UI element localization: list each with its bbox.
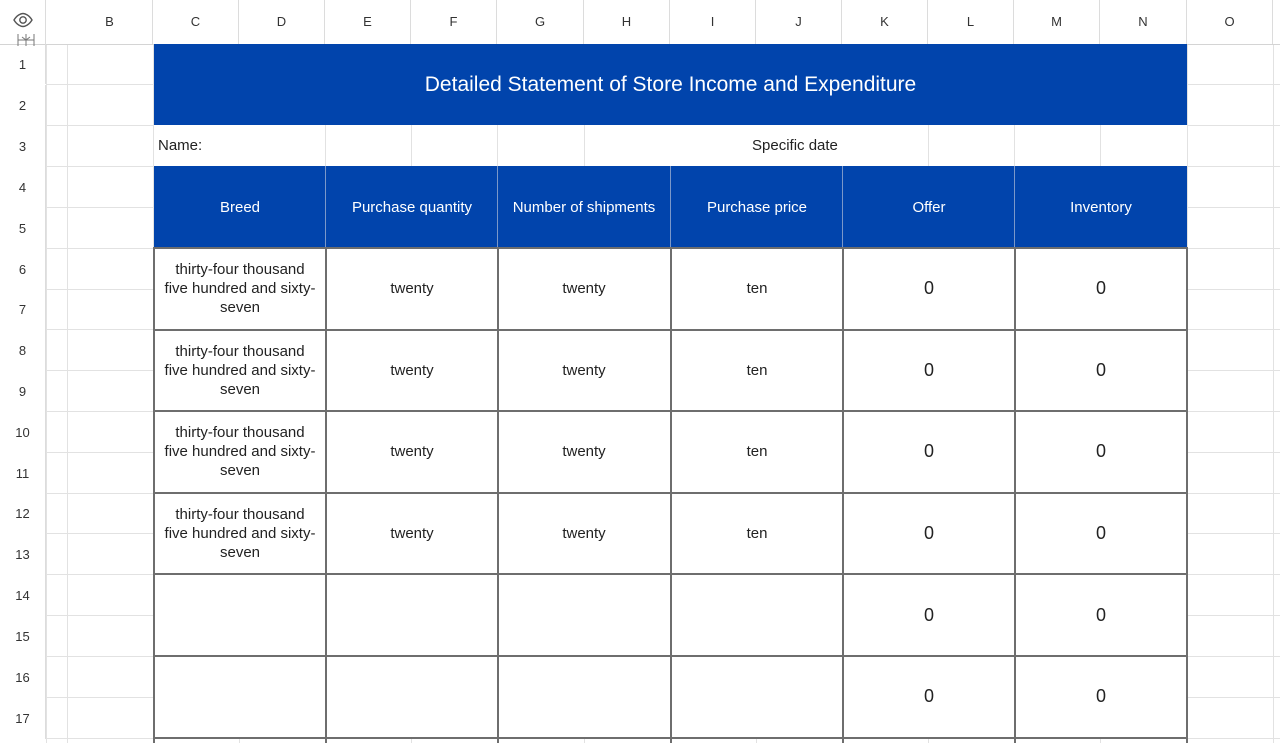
date-label: Specific date [752,137,838,154]
cell-purchase-price[interactable] [671,574,843,656]
cell-breed[interactable]: thirty-four thousand five hundred and sixty-seven [164,424,316,480]
cell-purchase-quantity[interactable] [326,574,498,656]
grid-line [1273,44,1274,743]
cell-purchase-quantity[interactable]: twenty [390,361,434,379]
table-border [153,737,1188,739]
cell-number-of-shipments[interactable]: twenty [562,361,606,379]
row-header-13[interactable]: 13 [0,534,46,575]
cell-offer[interactable]: 0 [923,441,934,462]
row-header-1[interactable]: 1 [0,44,46,84]
row-header-16[interactable]: 16 [0,657,46,698]
row-header-3[interactable]: 3 [0,126,46,167]
table-border [497,248,499,743]
row-header-11[interactable]: 11 [0,453,46,494]
row-header-5[interactable]: 5 [0,208,46,249]
grid-line [928,125,929,166]
table-border [153,247,1188,249]
meta-row[interactable] [154,125,1187,166]
column-header-o[interactable]: O [1187,0,1273,44]
cell-offer[interactable]: 0 [923,604,934,625]
column-header-l[interactable]: L [928,0,1014,44]
row-header-6[interactable]: 6 [0,249,46,290]
table-border [153,410,1188,412]
grid-line [1100,125,1101,166]
row-header-7[interactable]: 7 [0,289,46,330]
row-header-15[interactable]: 15 [0,616,46,657]
cell-breed[interactable] [154,656,326,738]
row-header-12[interactable]: 12 [0,493,46,534]
cell-offer[interactable]: 0 [923,359,934,380]
row-header-2[interactable]: 2 [0,85,46,126]
cell-purchase-quantity[interactable]: twenty [390,443,434,461]
column-header-g[interactable]: G [497,0,584,44]
grid-line [497,125,498,166]
grid-line [325,125,326,166]
cell-purchase-quantity[interactable]: twenty [390,280,434,298]
table-border [325,248,327,743]
header-number-of-shipments[interactable]: Number of shipments [512,198,656,216]
cell-breed[interactable]: thirty-four thousand five hundred and sixty-seven [164,342,316,398]
cell-purchase-price[interactable] [671,656,843,738]
cell-number-of-shipments[interactable]: twenty [562,525,606,543]
row-header-9[interactable]: 9 [0,371,46,412]
cell-inventory[interactable]: 0 [1095,604,1106,625]
header-purchase-quantity[interactable]: Purchase quantity [351,198,473,216]
cell-number-of-shipments[interactable] [498,574,670,656]
row-header-14[interactable]: 14 [0,575,46,616]
table-header-row [154,166,1187,248]
table-border [153,248,155,743]
eye-icon[interactable] [12,11,34,34]
name-label: Name: [158,137,203,154]
column-header-j[interactable]: J [756,0,842,44]
column-header-i[interactable]: I [670,0,756,44]
cell-purchase-price[interactable]: ten [746,361,768,379]
table-border [1014,248,1016,743]
cell-offer[interactable]: 0 [923,523,934,544]
cell-purchase-quantity[interactable]: twenty [390,525,434,543]
header-breed[interactable]: Breed [219,198,261,216]
cell-offer[interactable]: 0 [923,686,934,707]
cell-breed[interactable] [154,574,326,656]
table-border [153,329,1188,331]
table-border [153,492,1188,494]
cell-inventory[interactable]: 0 [1095,686,1106,707]
grid-line [46,44,47,743]
column-header-n[interactable]: N [1100,0,1187,44]
row-header-4[interactable]: 4 [0,167,46,208]
select-all-corner[interactable] [0,0,46,44]
column-header-m[interactable]: M [1014,0,1100,44]
row-header-17[interactable]: 17 [0,698,46,739]
column-header-c[interactable]: C [153,0,239,44]
cell-purchase-price[interactable]: ten [746,443,768,461]
cell-inventory[interactable]: 0 [1095,278,1106,299]
column-header-k[interactable]: K [842,0,928,44]
cell-inventory[interactable]: 0 [1095,523,1106,544]
table-body [154,248,1187,743]
grid-line [411,125,412,166]
grid-line [584,125,585,166]
cell-inventory[interactable]: 0 [1095,441,1106,462]
cell-number-of-shipments[interactable]: twenty [562,443,606,461]
grid-line [1014,125,1015,166]
row-header-8[interactable]: 8 [0,330,46,371]
header-purchase-price[interactable]: Purchase price [706,198,808,216]
column-header-b[interactable]: B [67,0,153,44]
header-offer[interactable]: Offer [912,198,946,216]
table-border [153,573,1188,575]
cell-purchase-price[interactable]: ten [746,525,768,543]
grid-line [67,44,68,743]
column-header-bar [0,0,1280,45]
column-header-h[interactable]: H [584,0,670,44]
column-header-e[interactable]: E [325,0,411,44]
cell-purchase-price[interactable]: ten [746,280,768,298]
header-inventory[interactable]: Inventory [1070,198,1132,216]
table-border [842,248,844,743]
sheet-title-cell[interactable] [154,44,1187,125]
cell-number-of-shipments[interactable] [498,656,670,738]
cell-purchase-quantity[interactable] [326,656,498,738]
cell-breed[interactable]: thirty-four thousand five hundred and sixty-seven [164,261,316,317]
table-border [153,655,1188,657]
table-border [670,248,672,743]
column-header-d[interactable]: D [239,0,325,44]
sheet-title: Detailed Statement of Store Income and Expenditure [424,72,917,96]
cell-breed[interactable]: thirty-four thousand five hundred and sixty-seven [164,506,316,562]
row-header-10[interactable]: 10 [0,412,46,453]
column-header-f[interactable]: F [411,0,497,44]
cell-inventory[interactable]: 0 [1095,359,1106,380]
cell-offer[interactable]: 0 [923,278,934,299]
table-border [1186,248,1188,743]
cell-number-of-shipments[interactable]: twenty [562,280,606,298]
